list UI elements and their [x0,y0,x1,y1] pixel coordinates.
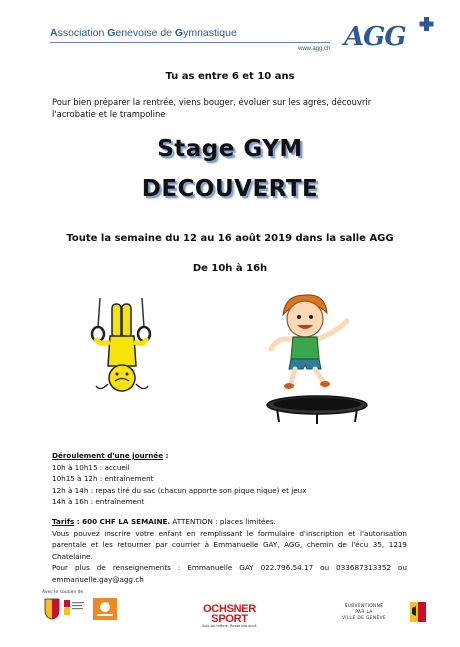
trampoline-icon [267,396,367,424]
schedule-item: 12h à 14h : repas tiré du sac (chacun apporte son pique nique) et jeux [52,485,307,495]
header-rule [50,42,330,43]
support-label: Avec le soutien de [42,590,84,595]
dates-location: Toute la semaine du 12 au 16 août 2019 dans la salle AGG [66,233,394,244]
ville-de-geneve-subvention: SUBVENTIONNÉ PAR LA VILLE DE GENÈVE [341,604,387,621]
registration-text: Vous pouvez inscrire votre enfant en remplissant le formulaire d'inscription et l'autorisation parentale et les retourner par courrier à Emmanuelle GAY, AGG, chemin de l'écu 35, 1219 Chatelaine. [52,528,407,561]
republic-geneva-logo-icon [64,600,84,616]
ochsner-sport-logo: OCHSNER SPORT Sois toi-même. Reste bio-actif. [202,603,257,628]
daily-hours: De 10h à 16h [192,263,268,274]
organization-name: Association Genevoise de Gymnastique [50,27,237,39]
intro-text: Pour bien préparer la rentrée, viens bouger, évoluer sur les agrès, découvrir l'acrobatie et le trampoline [52,97,372,119]
schedule-item: 10h15 à 12h : entraînement [52,474,154,483]
contact-text: Pour plus de renseignements : Emmanuelle GAY 022.796.54.17 ou 033687313352 ou emmanuelle.gay@agg.ch [52,563,407,584]
pricing-line: Tarifs : 600 CHF LA SEMAINE. ATTENTION : places limitées. [52,517,276,526]
schedule-item: 10h à 10h15 : accueil [52,462,130,472]
sport-toto-logo-icon [93,598,117,620]
organization-url: www.agg.ch [298,46,331,52]
title-line-1: Stage GYM [157,136,303,162]
age-range-heading: Tu as entre 6 et 10 ans [165,71,295,82]
schedule-heading: Déroulement d'une journée : [52,451,169,460]
svg-text:AGG: AGG [344,22,406,52]
ville-geneve-flag-icon [410,602,426,622]
pricing-info [52,516,407,585]
daily-schedule [52,450,306,508]
title-line-2: DECOUVERTE [141,176,319,202]
agg-logo [340,15,440,55]
schedule-item: 14h à 16h : entraînement [52,497,145,506]
gym-cross-icon [420,17,434,31]
rings-gymnast-illustration [60,298,180,408]
geneva-coat-of-arms-icon [44,598,60,620]
trampoline-kid-illustration [255,287,380,425]
